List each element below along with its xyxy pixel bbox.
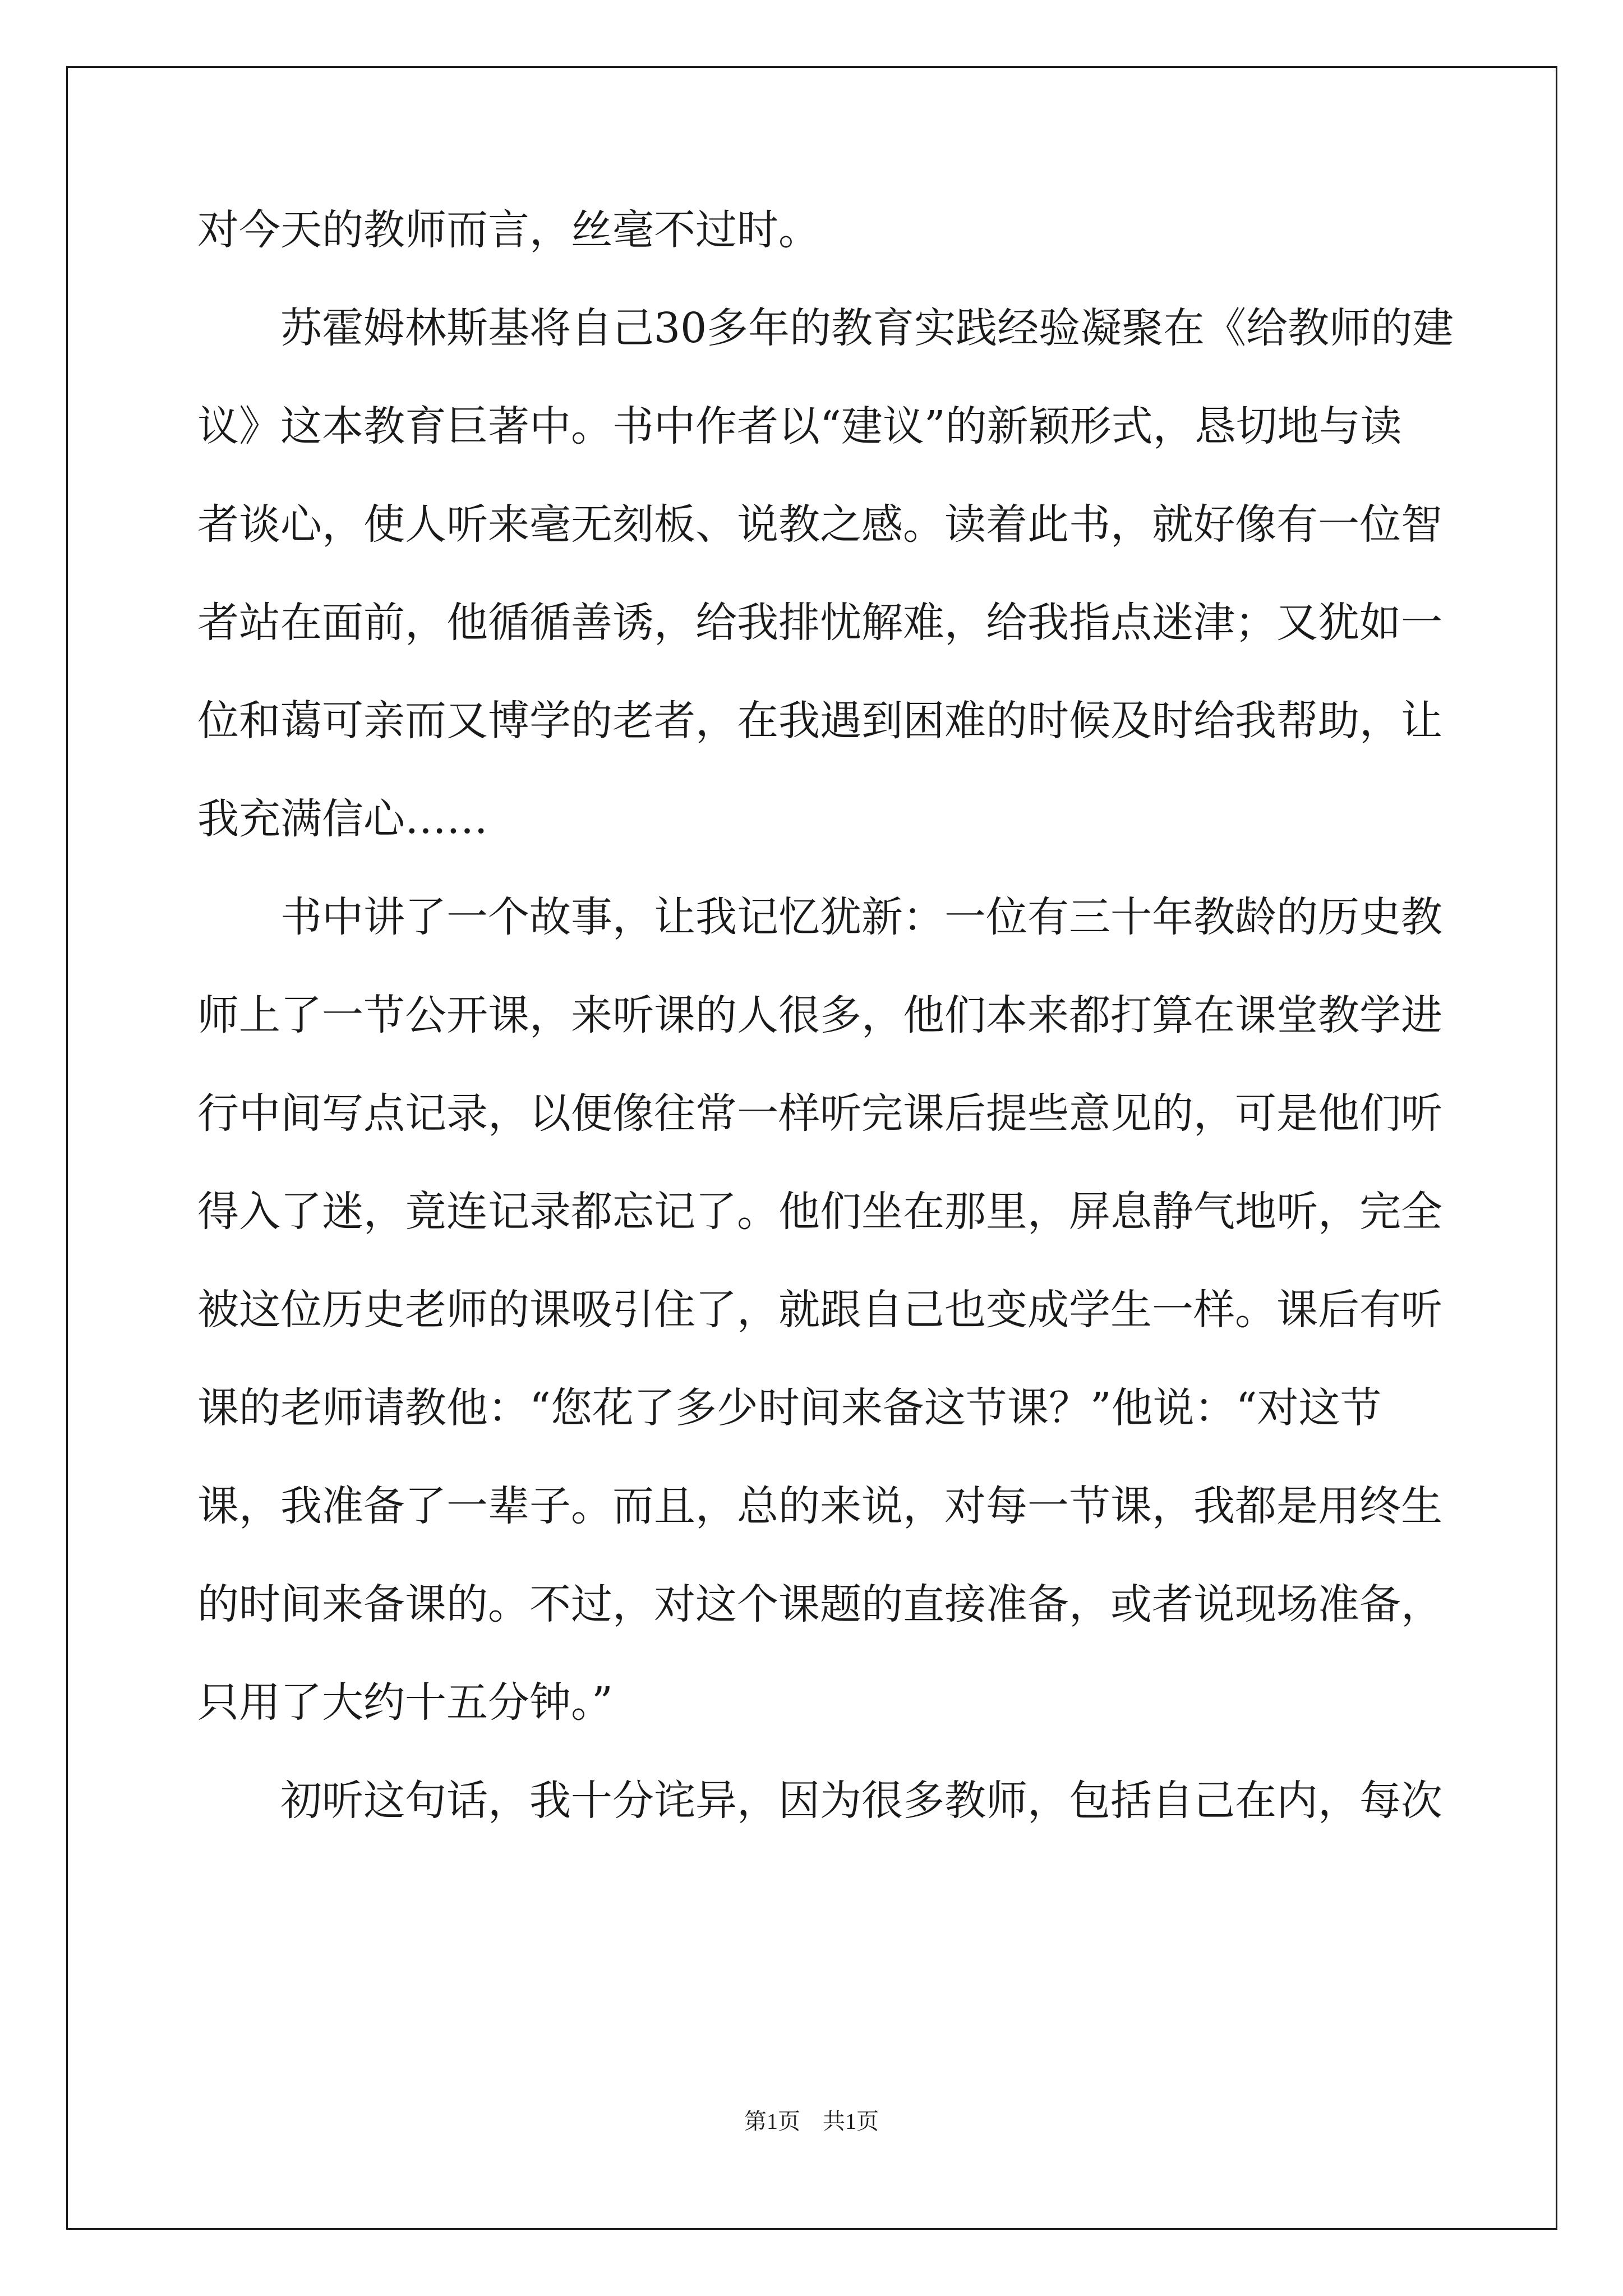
text-line: 者站在面前，他循循善诱，给我排忧解难，给我指点迷津；又犹如一 — [197, 599, 1442, 647]
text-line: 书中讲了一个故事，让我记忆犹新：一位有三十年教龄的历史教 — [197, 893, 1442, 941]
text-line: 初听这句话，我十分诧异，因为很多教师，包括自己在内，每次 — [197, 1777, 1442, 1825]
text-line: 我充满信心…… — [197, 795, 488, 843]
text-line: 被这位历史老师的课吸引住了，就跟自己也变成学生一样。课后有听 — [197, 1286, 1442, 1334]
page-total: 共1页 — [823, 2109, 879, 2134]
text-line: 苏霍姆林斯基将自己30多年的教育实践经验凝聚在《给教师的建 — [197, 304, 1454, 352]
text-line: 课的老师请教他：“您花了多少时间来备这节课？”他说：“对这节 — [197, 1384, 1382, 1432]
page-footer — [0, 2105, 1623, 2138]
text-line: 得入了迷，竟连记录都忘记了。他们坐在那里，屏息静气地听，完全 — [197, 1188, 1442, 1236]
text-line: 只用了大约十五分钟。” — [197, 1678, 613, 1727]
text-line: 师上了一节公开课，来听课的人很多，他们本来都打算在课堂教学进 — [197, 991, 1442, 1039]
text-line: 位和蔼可亲而又博学的老者，在我遇到困难的时候及时给我帮助，让 — [197, 697, 1442, 745]
text-line: 对今天的教师而言，丝毫不过时。 — [197, 206, 820, 254]
page-border — [66, 66, 1557, 2230]
text-line: 者谈心，使人听来毫无刻板、说教之感。读着此书，就好像有一位智 — [197, 500, 1442, 549]
text-line: 行中间写点记录，以便像往常一样听完课后提些意见的，可是他们听 — [197, 1089, 1442, 1138]
page-number: 第1页 — [744, 2109, 800, 2134]
text-line: 的时间来备课的。不过，对这个课题的直接准备，或者说现场准备， — [197, 1580, 1442, 1628]
text-line: 议》这本教育巨著中。书中作者以“建议”的新颖形式，恳切地与读 — [197, 402, 1402, 450]
text-line: 课，我准备了一辈子。而且，总的来说，对每一节课，我都是用终生 — [197, 1482, 1442, 1530]
